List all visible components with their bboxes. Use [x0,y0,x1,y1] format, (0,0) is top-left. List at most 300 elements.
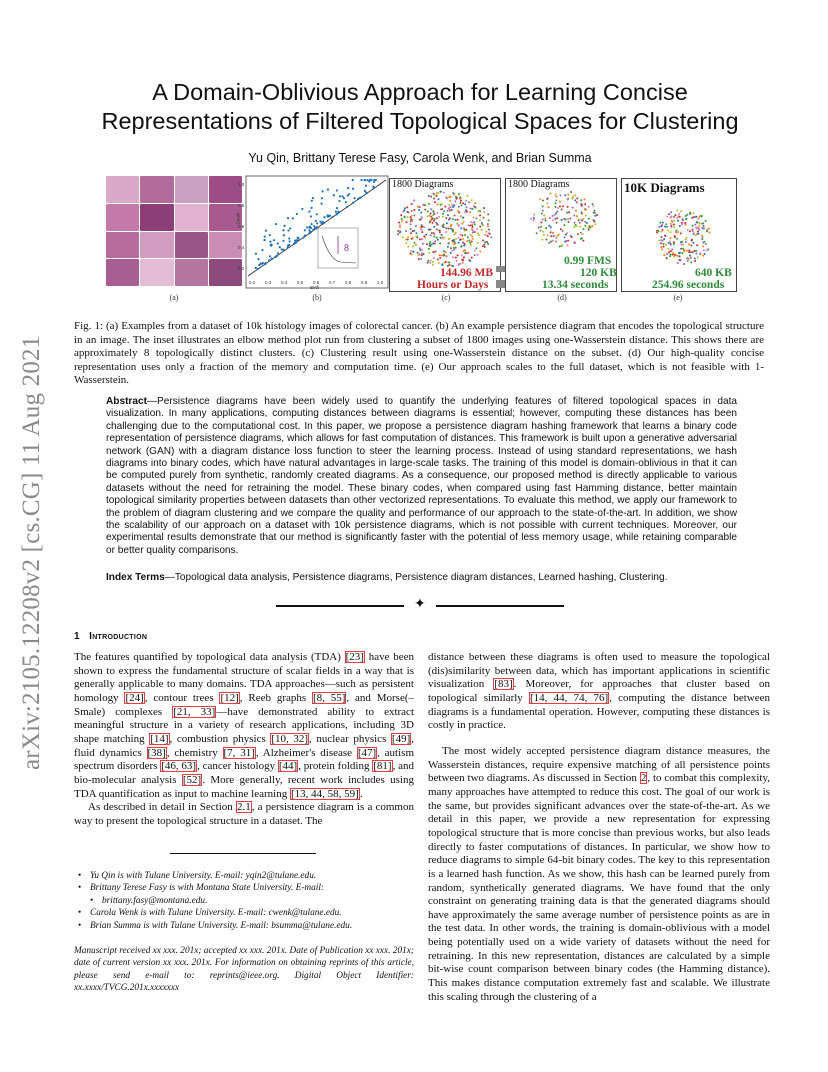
persistence-point [373,179,375,181]
cluster-point [413,251,415,253]
cluster-point [469,234,471,236]
cluster-point [559,201,561,203]
citation-link[interactable]: [38] [147,746,166,759]
persistence-point [316,213,318,215]
cluster-point [663,254,665,256]
persistence-point [312,229,314,231]
cluster-point [449,209,451,211]
persistence-point [365,185,367,187]
cluster-point [656,232,658,234]
cluster-point [445,251,447,253]
cluster-point [547,197,549,199]
cluster-point [706,249,708,251]
paragraph: The most widely accepted persistence diagram distance measures, the Wasserstein distances, require expensive matching of all persistence points between two diagrams. As discussed in Section 2, to combat this complexity, many approaches have attempted to reduce this cost. The goal of our work is the same, but provides significant advances over the state-of-the-art. As we detail in this paper, we provide a new representation for expressing topological structure that is more concise than previous works, but also leads directly to faster computations of distances. In particular, we show how to reduce diagrams to simple 64-bit binary codes. The key to this representation is a learned hash function. As we show, this hash can be learned purely from random, synthetically generated diagrams. We have found that the only constraint on generating training data is that the generated diagrams should have approximately the same average number of persistence points as are in the test data. In other words, the training is domain-oblivious with a model being potentially used on a wide variety of datasets without the need for retraining. In this new representation, distances are calculated by a simple bit-wise count comparison between binary codes (the Hamming distance). This makes distance computation extremely fast and scalable. We illustrate this scaling through the clustering of a [428,744,770,1003]
cluster-point [574,194,576,196]
cluster-point [664,235,666,237]
cluster-point [570,235,572,237]
cluster-point [466,240,468,242]
persistence-point [263,239,265,241]
cluster-point [690,261,692,263]
persistence-point [372,186,374,188]
cluster-point [701,227,703,229]
citation-link[interactable]: [8, 55] [313,691,346,704]
cluster-point [429,245,431,247]
cluster-point [428,214,430,216]
cluster-point [405,230,407,232]
cluster-point [589,226,591,228]
cluster-point [429,243,431,245]
cluster-point [435,250,437,252]
cluster-point [561,219,563,221]
persistence-point [315,220,317,222]
citation-link[interactable]: [46, 63] [161,760,197,773]
cluster-point [548,242,550,244]
cluster-point [467,195,469,197]
cluster-point [436,195,438,197]
cluster-point [669,255,671,257]
cluster-point [463,245,465,247]
cluster-point [479,215,481,217]
cluster-point [460,227,462,229]
citation-link[interactable]: [44] [278,760,298,773]
cluster-point [657,230,659,232]
citation-link[interactable]: [52] [182,773,202,786]
persistence-point [270,244,272,246]
cluster-point [568,211,570,213]
persistence-point [283,234,285,236]
persistence-point [347,195,349,197]
cluster-point [549,192,551,194]
persistence-point [255,267,257,269]
persistence-point [269,240,271,242]
cluster-point [440,208,442,210]
persistence-point [312,197,314,199]
cluster-point [668,213,670,215]
cluster-point [476,217,478,219]
cluster-point [411,215,413,217]
arxiv-identifier: arXiv:2105.12208v2 [cs.CG] 11 Aug 2021 [18,335,45,770]
cluster-point [421,238,423,240]
persistence-point [258,264,260,266]
citation-link[interactable]: [24] [125,691,144,704]
section-link[interactable]: 2 [640,772,647,785]
cluster-point [490,236,492,238]
cluster-point [474,207,476,209]
cluster-point [689,255,691,257]
y-tick-label: 0.6 [238,224,245,229]
persistence-point [357,198,359,200]
cluster-point [410,223,412,225]
cluster-point [572,207,574,209]
cluster-point [585,209,587,211]
persistence-point [331,216,333,218]
panel-c-time: Hours or Days [417,279,489,291]
cluster-point [575,224,577,226]
citation-link[interactable]: [81] [373,760,392,773]
cluster-point [686,250,688,252]
cluster-point [419,206,421,208]
persistence-point [257,258,259,260]
cluster-point [548,225,550,227]
cluster-point [413,209,415,211]
cluster-point [694,224,696,226]
cluster-point [674,214,676,216]
persistence-point [323,222,325,224]
citation-link[interactable]: [13, 44, 58, 59] [290,787,359,800]
persistence-diagram [235,176,388,290]
x-tick-label: 0.7 [329,280,336,285]
persistence-point [302,236,304,238]
cluster-point [434,201,436,203]
cluster-point [699,223,701,225]
cluster-point [673,256,675,258]
persistence-point [321,203,323,205]
x-tick-label: 0.4 [281,280,288,285]
persistence-point [288,244,290,246]
cluster-point [661,236,663,238]
cluster-point [533,219,535,221]
cluster-point [434,240,436,242]
cluster-point [570,191,572,193]
abstract-text: —Persistence diagrams have been widely used to quantify the underlying features of filtered topological spaces in data visualization. In many applications, computing distances between diagrams is essential; however, computing these distances has been challenging due to the computational cost. In this paper, we propose a persistence diagram hashing framework that learns a binary code representation of persistence diagrams, which allows for fast computation of distances. This framework is built upon a generative adversarial network (GAN) with a diagram distance loss function to steer the learning process. Instead of using standard representations, we hash diagrams into binary codes, which have natural advantages in large-scale tasks. The training of this model is domain-oblivious in that it can be computed purely from synthetic, randomly created diagrams. As a consequence, our proposed method is directly applicable to various datasets without the need for retraining the model. These binary codes, when compared using fast Hamming distance, better maintain topological similarity properties between datasets than other vectorized representations. To evaluate this method, we apply our framework to the problem of diagram clustering and we compare the quality and performance of our approach to the state-of-the-art. In addition, we show the scalability of our approach on a dataset with 10k persistence diagrams, which is not possible with current techniques. Moreover, our experimental results demonstrate that our method is significantly faster with the potential of less memory usage, while retaining comparable or better quality comparisons. [106,396,737,556]
cluster-point [471,235,473,237]
persistence-point [275,223,277,225]
citation-link[interactable]: [10, 32] [271,732,309,745]
cluster-point [456,260,458,262]
x-tick-label: 0.9 [361,280,368,285]
cluster-point [667,248,669,250]
cluster-point [426,215,428,217]
persistence-point [282,249,284,251]
cluster-point [442,216,444,218]
cluster-point [463,256,465,258]
cluster-point [430,259,432,261]
cluster-point [536,232,538,234]
cluster-point [455,196,457,198]
cluster-point [436,228,438,230]
histology-image-grid [106,176,242,286]
persistence-point [321,190,323,192]
cluster-point [484,246,486,248]
cluster-point [692,225,694,227]
cluster-point [665,223,667,225]
cluster-point [474,254,476,256]
cluster-point [666,253,668,255]
cluster-point [462,262,464,264]
cluster-point [703,241,705,243]
persistence-point [366,192,368,194]
persistence-point [308,232,310,234]
cluster-point [669,237,671,239]
cluster-point [452,218,454,220]
y-tick-label: 1.0 [238,182,245,187]
persistence-point [273,239,275,241]
cluster-point [445,227,447,229]
cluster-point [477,242,479,244]
persistence-point [260,263,262,265]
cluster-point [671,248,673,250]
citation-link[interactable]: [49] [391,732,411,745]
cluster-point [447,246,449,248]
cluster-point [472,231,474,233]
cluster-point [577,233,579,235]
cluster-point [469,224,471,226]
cluster-point [702,255,704,257]
abstract [106,396,737,557]
cluster-point [697,256,699,258]
cluster-point [593,210,595,212]
cluster-point [474,250,476,252]
cluster-point [538,227,540,229]
persistence-point [321,197,323,199]
cluster-point [478,210,480,212]
cluster-point [423,204,425,206]
cluster-point [661,248,663,250]
panel-label-c: (c) [441,293,451,302]
cluster-point [576,201,578,203]
cluster-point [454,200,456,202]
cluster-point [555,202,557,204]
cluster-point [458,211,460,213]
cluster-point [588,218,590,220]
cluster-point [688,258,690,260]
cluster-point [460,238,462,240]
cluster-point [687,229,689,231]
cluster-point [471,208,473,210]
cluster-point [697,227,699,229]
cluster-point [419,247,421,249]
cluster-point [578,218,580,220]
cluster-point [420,211,422,213]
cluster-point [450,224,452,226]
cluster-point [567,240,569,242]
persistence-point [364,190,366,192]
cluster-point [679,259,681,261]
citation-link[interactable]: [12] [220,691,239,704]
cluster-point [680,248,682,250]
citation-link[interactable]: [47] [357,746,377,759]
persistence-point [271,258,273,260]
cluster-point [542,218,544,220]
cluster-point [471,224,473,226]
cluster-point [677,262,679,264]
cluster-point [676,217,678,219]
cluster-point [681,223,683,225]
persistence-point [269,234,271,236]
citation-link[interactable]: [83] [494,678,513,691]
persistence-point [323,216,325,218]
persistence-point [264,262,266,264]
cluster-point [462,216,464,218]
cluster-point [546,239,548,241]
cluster-point [461,255,463,257]
footnote-item: • Carola Wenk is with Tulane University. E-mail: cwenk@tulane.edu. [78,907,414,919]
citation-link[interactable]: [14, 44, 74, 76] [530,691,609,704]
cluster-point [581,220,583,222]
citation-link[interactable]: [7, 31] [223,746,255,759]
manuscript-info: Manuscript received xx xxx. 201x; accepted xx xxx. 201x. Date of Publication xx xxx. 201x; date of current version xx xxx. 201x. For information on obtaining reprints of this article, please send e-mail to: reprints@ieee.org. Digital Object Identifier: xx.xxxx/TVCG.201x.xxxxxxx [74,946,414,994]
cluster-point [450,252,452,254]
cluster-point [450,247,452,249]
cluster-point [689,230,691,232]
cluster-point [673,216,675,218]
cluster-point [670,223,672,225]
persistence-point [287,246,289,248]
cluster-point [428,203,430,205]
panel-c-title: 1800 Diagrams [392,179,454,190]
citation-link[interactable]: [21, 33] [173,705,216,718]
cluster-point [429,229,431,231]
cluster-point [443,192,445,194]
persistence-point [289,227,291,229]
persistence-point [288,237,290,239]
cluster-point [436,222,438,224]
cluster-point [449,206,451,208]
cluster-point [430,208,432,210]
cluster-point [452,239,454,241]
cluster-point [482,224,484,226]
cluster-point [463,221,465,223]
cluster-point [705,220,707,222]
cluster-point [436,212,438,214]
section-heading: 1 Introduction [74,631,148,642]
cluster-point [586,222,588,224]
cluster-point [402,211,404,213]
cluster-point [420,227,422,229]
cluster-point [430,216,432,218]
persistence-point [304,229,306,231]
cluster-point [573,215,575,217]
cluster-point [430,234,432,236]
cluster-point [685,215,687,217]
cluster-point [593,221,595,223]
cluster-point [585,215,587,217]
cluster-point [470,221,472,223]
cluster-point [482,239,484,241]
cluster-point [703,227,705,229]
cluster-point [541,239,543,241]
cluster-point [670,244,672,246]
cluster-point [439,254,441,256]
cluster-point [460,200,462,202]
panel-d-time: 13.34 seconds [542,279,609,291]
footnote-item: • brittany.fasy@montana.edu. [78,895,414,907]
cluster-point [487,223,489,225]
cluster-point [474,231,476,233]
cluster-point [464,234,466,236]
cluster-point [664,226,666,228]
cluster-point [696,222,698,224]
cluster-point [679,255,681,257]
persistence-point [277,242,279,244]
x-tick-label: 0.6 [313,280,320,285]
cluster-point [530,218,532,220]
cluster-point [437,198,439,200]
cluster-point [684,224,686,226]
cluster-point [576,215,578,217]
cluster-point [552,216,554,218]
cluster-point [540,226,542,228]
cluster-point [699,252,701,254]
cluster-point [448,238,450,240]
cluster-point [550,231,552,233]
citation-link[interactable]: [14] [150,732,169,745]
cluster-point [427,262,429,264]
cluster-point [455,257,457,259]
cluster-point [436,237,438,239]
persistence-point [328,215,330,217]
cluster-point [705,243,707,245]
cluster-point [471,240,473,242]
cluster-point [555,194,557,196]
cluster-point [483,217,485,219]
scatter-panel-hashed [505,178,617,292]
cluster-point [411,220,413,222]
figure-caption: Fig. 1: (a) Examples from a dataset of 10k histology images of colorectal cancer. (b) An example persistence diagram that encodes the topological structure in an image. The inset illustrates an elbow method plot run from clustering a subset of 1800 images using one-Wasserstein distance. This shows there are approximately 8 topologically distinct clusters. (c) Clustering result using one-Wasserstein distance on the subset. (d) Our high-quality concise representation uses only a fraction of the memory and computation time. (e) Our approach scales to the full dataset, which is not feasible with 1-Wasserstein. [74,320,764,387]
author-list: Yu Qin, Brittany Terese Fasy, Carola Wenk, and Brian Summa [248,151,592,165]
cluster-point [479,219,481,221]
cluster-point [550,226,552,228]
cluster-point [669,240,671,242]
cluster-point [702,236,704,238]
cluster-point [550,241,552,243]
section-title: Introduction [89,631,148,642]
cluster-point [420,229,422,231]
cluster-point [683,250,685,252]
section-link[interactable]: 2.1 [236,801,251,814]
cluster-point [572,196,574,198]
cluster-point [467,236,469,238]
cluster-point [581,237,583,239]
cluster-point [533,213,535,215]
cluster-point [706,230,708,232]
cluster-point [433,193,435,195]
cluster-point [676,210,678,212]
cluster-point [697,218,699,220]
cluster-point [694,260,696,262]
cluster-point [462,238,464,240]
cluster-point [694,216,696,218]
index-terms [106,572,737,584]
persistence-point [366,179,368,181]
cluster-point [464,203,466,205]
cluster-point [433,213,435,215]
cluster-point [439,242,441,244]
cluster-point [468,239,470,241]
persistence-point [287,229,289,231]
cluster-point [400,214,402,216]
persistence-point [287,217,289,219]
cluster-point [468,259,470,261]
cluster-point [425,234,427,236]
cluster-point [431,244,433,246]
cluster-point [444,206,446,208]
cluster-point [691,239,693,241]
cluster-point [429,262,431,264]
cluster-point [486,241,488,243]
cluster-point [666,216,668,218]
persistence-point [257,268,259,270]
cluster-point [482,245,484,247]
persistence-point [314,227,316,229]
cluster-point [673,224,675,226]
abstract-label: Abstract [106,396,147,407]
persistence-point [268,259,270,261]
cluster-point [676,229,678,231]
citation-link[interactable]: [23] [345,651,364,663]
cluster-point [413,242,415,244]
persistence-point [310,227,312,229]
